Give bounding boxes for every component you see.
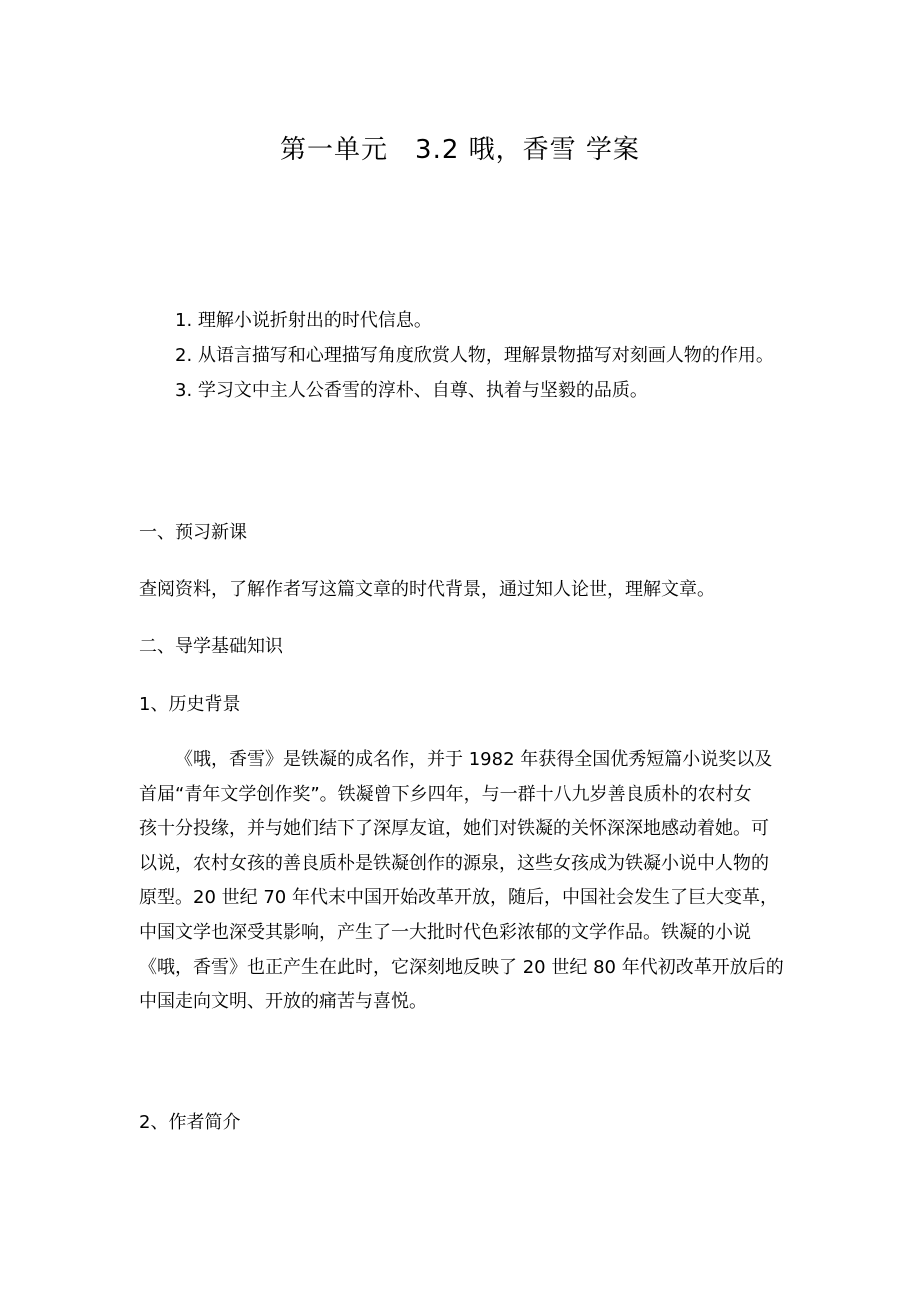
author-heading: 2、作者简介 xyxy=(139,1112,241,1133)
objective-2: 2. 从语言描写和心理描写角度欣赏人物，理解景物描写对刻画人物的作用。 xyxy=(175,345,774,366)
objective-1: 1. 理解小说折射出的时代信息。 xyxy=(175,310,432,331)
history-line-3: 孩十分投缘，并与她们结下了深厚友谊，她们对铁凝的关怀深深地感动着她。可 xyxy=(139,818,769,840)
objective-3: 3. 学习文中主人公香雪的淳朴、自尊、执着与坚毅的品质。 xyxy=(175,380,648,401)
history-line-2: 首届“青年文学创作奖”。铁凝曾下乡四年，与一群十八九岁善良质朴的农村女 xyxy=(139,783,752,805)
preview-text: 查阅资料，了解作者写这篇文章的时代背景，通过知人论世，理解文章。 xyxy=(139,579,715,600)
basics-heading: 二、导学基础知识 xyxy=(139,636,283,657)
preview-heading: 一、预习新课 xyxy=(139,522,247,543)
history-line-1: 《哦，香雪》是铁凝的成名作，并于 1982 年获得全国优秀短篇小说奖以及 xyxy=(175,749,773,770)
history-line-6: 中国文学也深受其影响，产生了一大批时代色彩浓郁的文学作品。铁凝的小说 xyxy=(139,921,751,943)
page-title: 第一单元 3.2 哦，香雪 学案 xyxy=(280,135,640,165)
history-line-4: 以说，农村女孩的善良质朴是铁凝创作的源泉，这些女孩成为铁凝小说中人物的 xyxy=(139,852,769,874)
history-line-8: 中国走向文明、开放的痛苦与喜悦。 xyxy=(139,991,427,1013)
history-line-5: 原型。20 世纪 70 年代末中国开始改革开放，随后，中国社会发生了巨大变革， xyxy=(139,887,778,909)
history-heading: 1、历史背景 xyxy=(139,694,241,715)
learning-objectives xyxy=(175,303,774,408)
history-line-7: 《哦，香雪》也正产生在此时，它深刻地反映了 20 世纪 80 年代初改革开放后的 xyxy=(139,956,784,978)
history-paragraph xyxy=(139,743,784,1020)
